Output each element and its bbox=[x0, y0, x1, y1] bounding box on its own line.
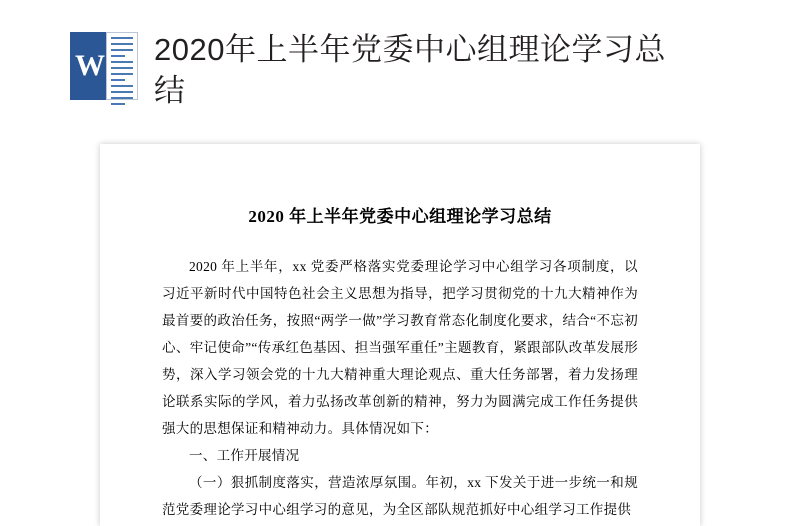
word-icon-letter-block bbox=[70, 32, 110, 100]
word-icon-line bbox=[111, 73, 133, 75]
word-icon-line bbox=[111, 91, 133, 93]
word-icon-page bbox=[106, 32, 138, 100]
word-icon-line bbox=[111, 55, 125, 57]
word-icon-line bbox=[111, 79, 125, 81]
page-title: 2020年上半年党委中心组理论学习总结 bbox=[154, 32, 666, 108]
document-body bbox=[100, 144, 700, 523]
document-preview-sheet bbox=[100, 144, 700, 526]
document-paragraph: 一、工作开展情况 bbox=[189, 448, 300, 463]
word-icon-line bbox=[111, 43, 133, 45]
title-container bbox=[154, 30, 674, 112]
word-icon-line bbox=[111, 61, 133, 63]
word-icon-line bbox=[111, 67, 133, 69]
document-heading: 2020 年上半年党委中心组理论学习总结 bbox=[248, 207, 552, 226]
document-paragraph: 2020 年上半年，xx 党委严格落实党委理论学习中心组学习各项制度，以习近平新时代中国特色社会主义思想为指导，把学习贯彻党的十九大精神作为最首要的政治任务，按照“两学一做”学习教育常态化制度化要求，结合“不忘初心、牢记使命”“传承红色基因、担当强军重任”主题教育，紧跟部队改革发展形势，深入学习领会党的十九大精神重大理论观点、重大任务部署，着力发扬理论联系实际的学风，着力弘扬改革创新的精神，努力为圆满完成工作任务提供强大的思想保证和精神动力。具体情况如下： bbox=[162, 259, 638, 436]
word-icon-line bbox=[111, 97, 133, 99]
word-icon-line bbox=[111, 85, 133, 87]
word-icon-letter: W bbox=[75, 49, 105, 82]
word-icon-line bbox=[111, 103, 125, 105]
word-icon-line bbox=[111, 49, 133, 51]
word-document-icon bbox=[70, 32, 138, 100]
document-header bbox=[0, 0, 800, 108]
word-icon-line bbox=[111, 37, 133, 39]
document-paragraph: （一）狠抓制度落实，营造浓厚氛围。年初，xx 下发关于进一步统一和规范党委理论学习中心组学习的意见，为全区部队规范抓好中心组学习工作提供 bbox=[162, 475, 638, 517]
